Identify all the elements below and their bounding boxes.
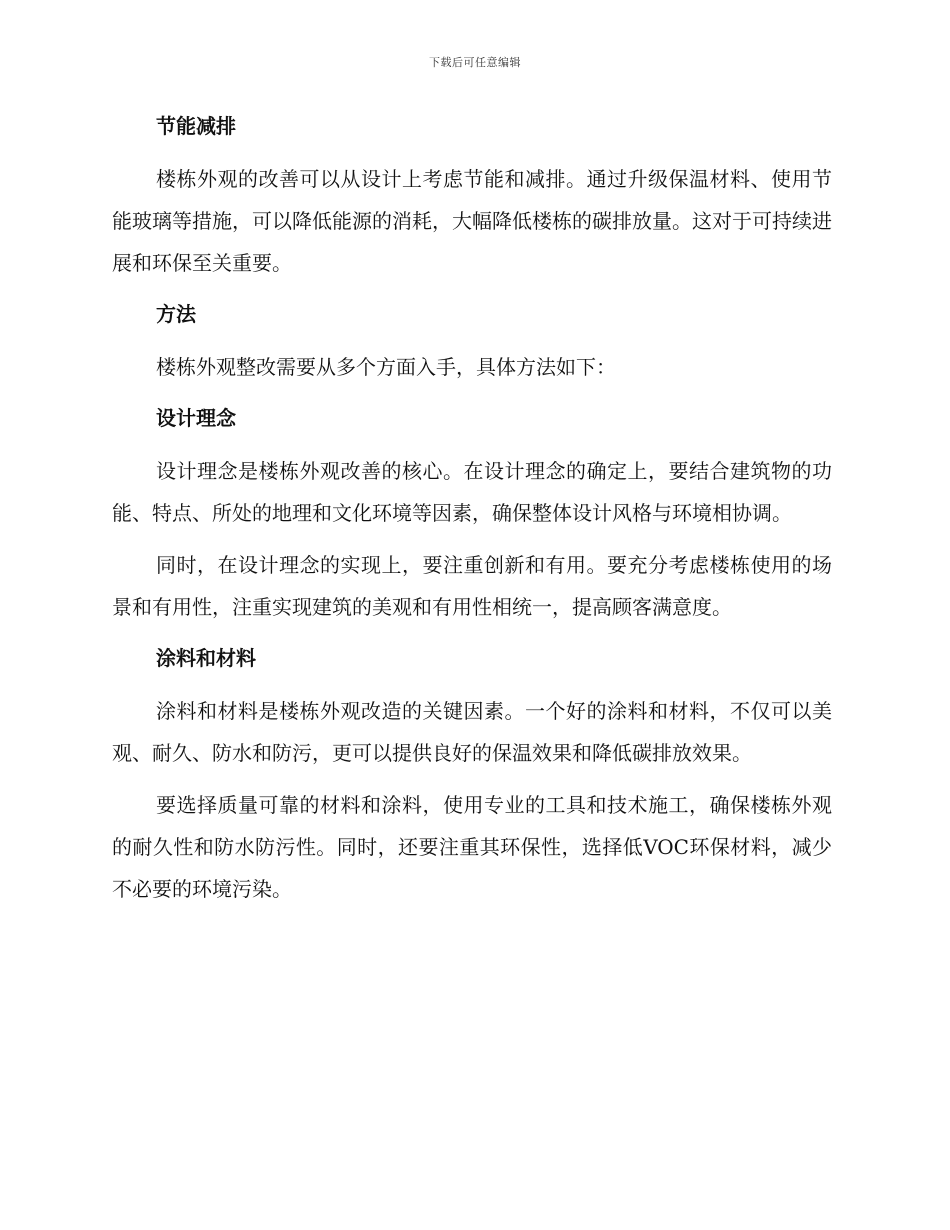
paragraph: 楼栋外观的改善可以从设计上考虑节能和减排。通过升级保温材料、使用节能玻璃等措施，可以降低能源的消耗，大幅降低楼栋的碳排放量。这对于可持续进展和环保至关重要。 [112,167,832,275]
section-title: 节能减排 [156,114,236,138]
section-title: 设计理念 [156,406,236,430]
section-coatings-materials [112,644,832,910]
page-header: 下载后可任意编辑 [429,56,521,69]
section-energy-saving [112,112,832,284]
section-title: 涂料和材料 [156,646,256,670]
section-methods [112,300,832,388]
document-body [112,112,832,920]
paragraph: 设计理念是楼栋外观改善的核心。在设计理念的确定上，要结合建筑物的功能、特点、所处的地理和文化环境等因素，确保整体设计风格与环境相协调。 [112,459,832,525]
section-design-concept [112,404,832,628]
paragraph: 楼栋外观整改需要从多个方面入手，具体方法如下： [156,355,616,379]
section-title: 方法 [156,302,196,326]
paragraph: 涂料和材料是楼栋外观改造的关键因素。一个好的涂料和材料，不仅可以美观、耐久、防水和防污，更可以提供良好的保温效果和降低碳排放效果。 [112,699,832,765]
paragraph: 要选择质量可靠的材料和涂料，使用专业的工具和技术施工，确保楼栋外观的耐久性和防水防污性。同时，还要注重其环保性，选择低VOC环保材料，减少不必要的环境污染。 [112,793,832,901]
paragraph: 同时，在设计理念的实现上，要注重创新和有用。要充分考虑楼栋使用的场景和有用性，注重实现建筑的美观和有用性相统一，提高顾客满意度。 [112,553,832,619]
